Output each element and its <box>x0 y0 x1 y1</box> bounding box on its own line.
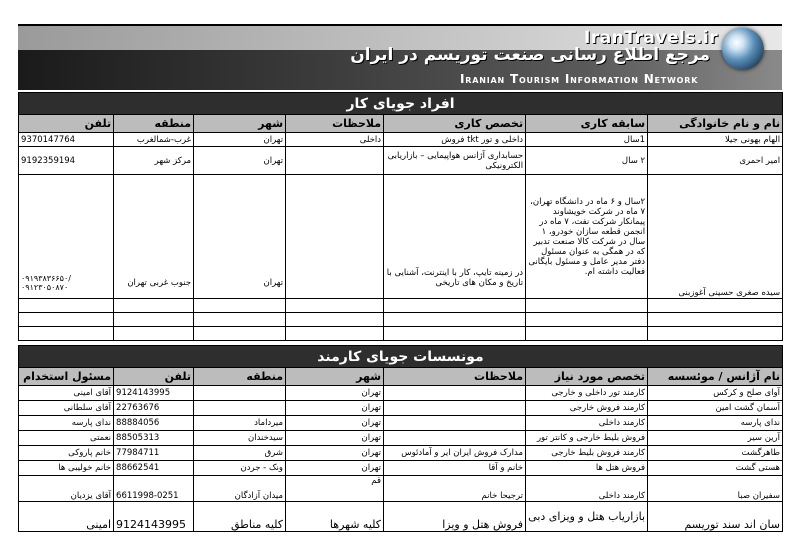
table-cell: آقای یزدیان <box>19 476 114 502</box>
table-row-empty <box>19 299 783 313</box>
table-row <box>19 416 783 431</box>
table-cell: کارمند داخلی <box>526 416 648 431</box>
table-cell: آرین سیر <box>648 431 783 446</box>
table-cell <box>384 386 526 401</box>
table-cell: 9124143995 <box>114 502 194 532</box>
column-header: ملاحظات <box>286 115 384 133</box>
table-cell: سان اند سند توریسم <box>648 502 783 532</box>
table-cell: 6611998-0251 <box>114 476 194 502</box>
table-cell: در زمینه تایپ، کار با اینترنت، آشنایی با تاریخ و مکان های تاریخی <box>384 175 526 299</box>
table-cell: ندای پارسه <box>648 416 783 431</box>
table-cell: 88505313 <box>114 431 194 446</box>
column-header: ملاحظات <box>384 368 526 386</box>
table-cell: خانم خولیبی ها <box>19 461 114 476</box>
table-cell: میدان آزادگان <box>194 476 286 502</box>
column-header: مسئول استخدام <box>19 368 114 386</box>
table-cell: آقای سلطانی <box>19 401 114 416</box>
column-header: شهر <box>286 368 384 386</box>
table-cell: ۲ سال <box>526 147 648 175</box>
table-cell: داخلی <box>286 133 384 147</box>
table-cell: مرکز شهر <box>114 147 194 175</box>
table-cell: کارمند فروش خارجی <box>526 401 648 416</box>
table-cell: امیر احمری <box>648 147 783 175</box>
table-cell: فروش بلیط خارجی و کانتر تور <box>526 431 648 446</box>
table-cell: مدارک فروش ایران ایر و آمادئوس <box>384 446 526 461</box>
table-cell: 9192359194 <box>19 147 114 175</box>
table-cell: قم <box>286 476 384 502</box>
table-cell: سیدخندان <box>194 431 286 446</box>
table-cell: تهران <box>286 461 384 476</box>
table-cell: تهران <box>194 147 286 175</box>
table-cell: ندای پارسه <box>19 416 114 431</box>
header-banner <box>18 24 782 90</box>
table-cell <box>194 386 286 401</box>
column-header: تلفن <box>19 115 114 133</box>
table-cell: هستی گشت <box>648 461 783 476</box>
table-row-empty <box>19 313 783 327</box>
table-cell: آسمان گشت امین <box>648 401 783 416</box>
table-cell <box>194 401 286 416</box>
job-seekers-section-title: افراد جویای کار <box>19 93 783 115</box>
column-header: تلفن <box>114 368 194 386</box>
site-name[interactable]: IranTravels.ir <box>584 28 719 48</box>
column-header: تخصص کاری <box>384 115 526 133</box>
table-cell: نعمتی <box>19 431 114 446</box>
table-cell: تهران <box>286 386 384 401</box>
table-cell: الهام بهونی جیلا <box>648 133 783 147</box>
table-row <box>19 431 783 446</box>
employers-table <box>18 345 783 532</box>
column-header: شهر <box>194 115 286 133</box>
table-row <box>19 175 783 299</box>
column-header: نام آژانس / موئسسه <box>648 368 783 386</box>
table-cell: خانم پاروکی <box>19 446 114 461</box>
table-cell: جنوب غربی تهران <box>114 175 194 299</box>
table-cell <box>286 175 384 299</box>
column-header: نام و نام خانوادگی <box>648 115 783 133</box>
table-cell: بازاریاب هتل و ویزای دبی <box>526 502 648 532</box>
table-row <box>19 476 783 502</box>
table-row <box>19 461 783 476</box>
table-cell: کارمند فروش بلیط خارجی <box>526 446 648 461</box>
table-cell: کلیه شهرها <box>286 502 384 532</box>
table-cell: فروش هتل و ویزا <box>384 502 526 532</box>
table-cell: شرق <box>194 446 286 461</box>
table-cell: غرب-شمالغرب <box>114 133 194 147</box>
table-row <box>19 502 783 532</box>
table-row <box>19 401 783 416</box>
column-header: تخصص مورد نیاز <box>526 368 648 386</box>
table-row <box>19 386 783 401</box>
table-cell: کارمند داخلی <box>526 476 648 502</box>
table-cell: تهران <box>286 401 384 416</box>
table-row <box>19 133 783 147</box>
table-cell: ۰۹۱۹۳۸۳۶۶۵۰/ ۰۹۱۲۳۰۵۰۸۷۰ <box>19 175 114 299</box>
table-cell: تهران <box>194 133 286 147</box>
employers-section-title: مونسسات جویای کارمند <box>19 346 783 368</box>
table-row-empty <box>19 327 783 341</box>
table-cell: تهران <box>286 446 384 461</box>
table-cell <box>384 431 526 446</box>
table-cell: آوای صلح و کرکس <box>648 386 783 401</box>
table-cell: 22763676 <box>114 401 194 416</box>
table-cell: 77984711 <box>114 446 194 461</box>
table-row <box>19 446 783 461</box>
table-cell: میرداماد <box>194 416 286 431</box>
table-cell: آقای امینی <box>19 386 114 401</box>
table-cell: فروش هتل ها <box>526 461 648 476</box>
table-cell <box>286 147 384 175</box>
table-cell: ۲سال و ۶ ماه در دانشگاه تهران، ۷ ماه در شرکت خویشاوند پیمانکار شرکت نفت، ۷ ماه در انجمن قطعه سازان خودرو، ۱ سال در شرکت کالا صنعت تدبیر که در همگی به عنوان مسئول دفتر مدیر عامل و مسئول بایگانی فعالیت داشته ام. <box>526 175 648 299</box>
job-seekers-table <box>18 92 783 341</box>
table-cell: ونک - جردن <box>194 461 286 476</box>
title-persian: مرجع اطلاع رسانی صنعت توریسم در ایران <box>350 45 710 65</box>
table-cell: 9124143995 <box>114 386 194 401</box>
table-cell: 9370147764 <box>19 133 114 147</box>
table-row <box>19 147 783 175</box>
table-cell: کلیه مناطق <box>194 502 286 532</box>
column-header: سابقه کاری <box>526 115 648 133</box>
table-cell: تهران <box>286 431 384 446</box>
table-cell: 88884056 <box>114 416 194 431</box>
table-cell: امینی <box>19 502 114 532</box>
table-cell <box>384 401 526 416</box>
title-english: Iranian Tourism Information Network <box>460 72 699 86</box>
column-header: منطقه <box>114 115 194 133</box>
table-cell: داخلی و تور tkt فروش <box>384 133 526 147</box>
table-cell: 1سال <box>526 133 648 147</box>
table-cell: تهران <box>194 175 286 299</box>
table-cell: حسابداری آژانس هواپیمایی – بازاریابی الکترونیکی <box>384 147 526 175</box>
table-cell: سفیران صبا <box>648 476 783 502</box>
globe-icon <box>722 28 764 70</box>
table-cell: خانم و آقا <box>384 461 526 476</box>
table-cell: طاهرگشت <box>648 446 783 461</box>
table-cell: ترجیحا خانم <box>384 476 526 502</box>
table-cell: کارمند تور داخلی و خارجی <box>526 386 648 401</box>
table-cell: سیده صغری حسینی آغوزبنی <box>648 175 783 299</box>
table-cell: 88662541 <box>114 461 194 476</box>
column-header: منطقه <box>194 368 286 386</box>
table-cell: تهران <box>286 416 384 431</box>
table-cell <box>384 416 526 431</box>
